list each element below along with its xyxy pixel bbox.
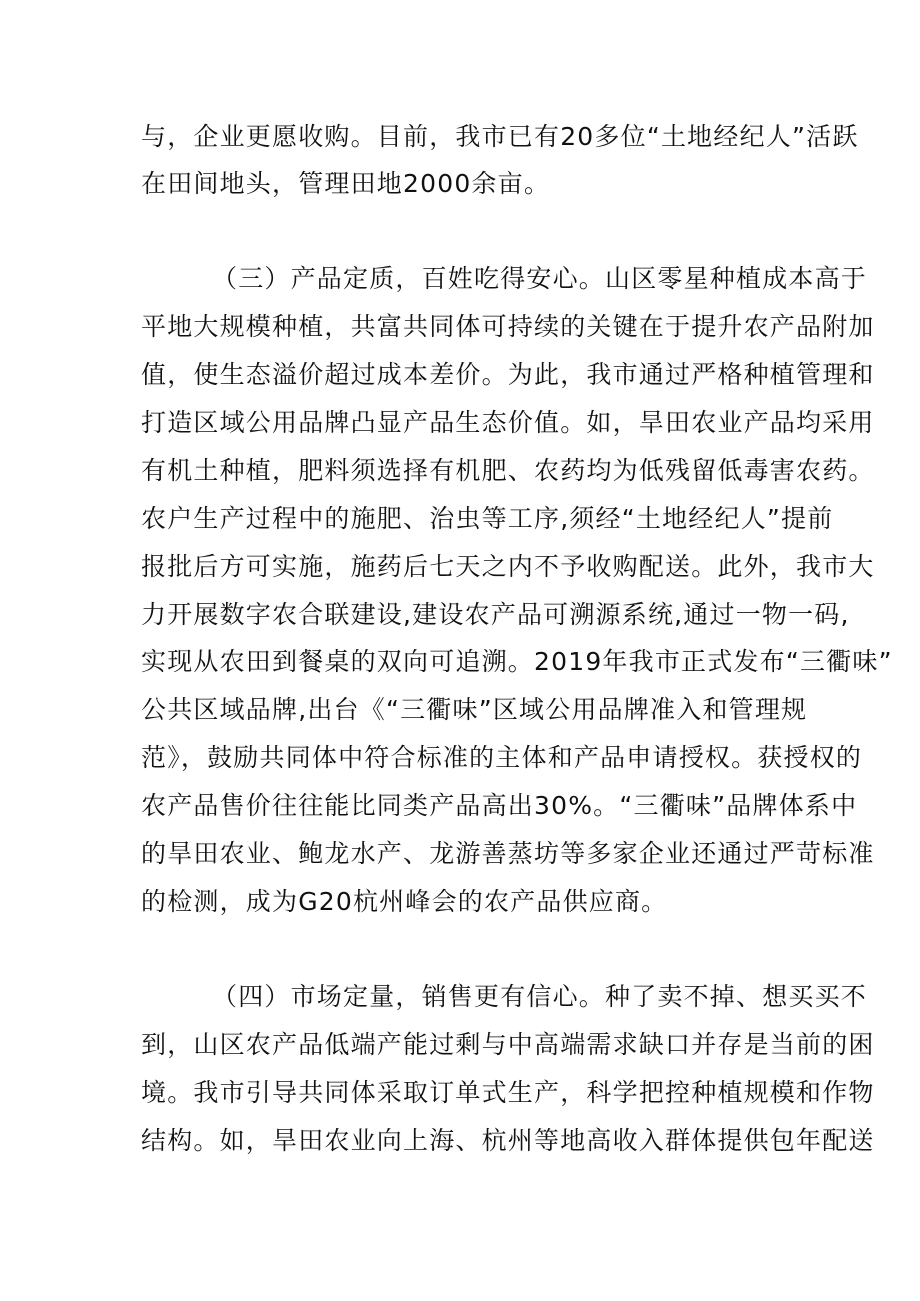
- text-line: 值，使生态溢价超过成本差价。为此，我市通过严格种植管理和: [141, 360, 875, 389]
- paragraph-heading-line: （四）市场定量，销售更有信心。种了卖不掉、想买买不: [212, 982, 868, 1011]
- text-line: 结构。如，旱田农业向上海、杭州等地高收入群体提供包年配送: [141, 1126, 875, 1155]
- paragraph-heading-line: （三）产品定质，百姓吃得安心。山区零星种植成本高于: [212, 264, 868, 293]
- text-line: 境。我市引导共同体采取订单式生产，科学把控种植规模和作物: [141, 1078, 875, 1107]
- text-line: 范》，鼓励共同体中符合标准的主体和产品申请授权。获授权的: [141, 743, 863, 772]
- text-line: 在田间地头，管理田地2000余亩。: [141, 169, 551, 198]
- text-line: 打造区域公用品牌凸显产品生态价值。如，旱田农业产品均采用: [141, 408, 875, 437]
- text-line: 的检测，成为G20杭州峰会的农产品供应商。: [141, 887, 668, 916]
- text-line: 力开展数字农合联建设,建设农产品可溯源系统,通过一物一码,: [141, 600, 850, 629]
- text-line: 平地大规模种植，共富共同体可持续的关键在于提升农产品附加: [141, 312, 875, 341]
- text-line: 公共区域品牌,出台《“三衢味”区域公用品牌准入和管理规: [141, 695, 808, 724]
- text-line: 与，企业更愿收购。目前，我市已有20多位“土地经纪人”活跃: [141, 122, 859, 151]
- text-line: 有机土种植，肥料须选择有机肥、农药均为低残留低毒害农药。: [141, 456, 875, 485]
- text-line: 的旱田农业、鲍龙水产、龙游善蒸坊等多家企业还通过严苛标准: [141, 839, 875, 868]
- text-line: 报批后方可实施，施药后七天之内不予收购配送。此外，我市大: [141, 552, 875, 581]
- text-line: 农户生产过程中的施肥、治虫等工序,须经“土地经纪人”提前: [141, 504, 834, 533]
- text-line: 农产品售价往往能比同类产品高出30%。“三衢味”品牌体系中: [141, 791, 858, 820]
- text-line: 到，山区农产品低端产能过剩与中高端需求缺口并存是当前的困: [141, 1030, 875, 1059]
- text-line: 实现从农田到餐桌的双向可追溯。2019年我市正式发布“三衢味”: [141, 647, 893, 676]
